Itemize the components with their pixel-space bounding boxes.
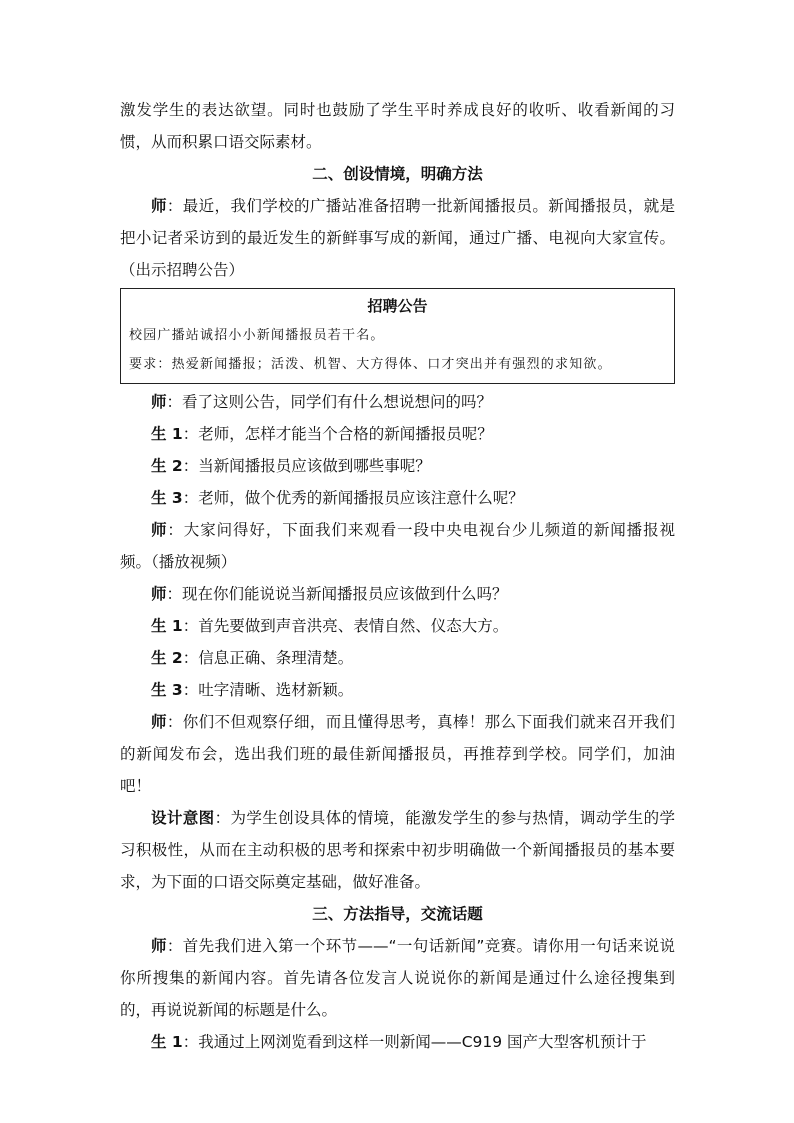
speech-text: ：现在你们能说说当新闻播报员应该做到什么吗？ [166, 585, 508, 603]
dialogue-line [120, 610, 675, 642]
speech-text: ：首先要做到声音洪亮、表情自然、仪态大方。 [182, 617, 509, 635]
dialogue-line [120, 450, 675, 482]
section-heading-3: 三、方法指导，交流话题 [312, 905, 483, 923]
speech-text: ：老师，做个优秀的新闻播报员应该注意什么呢？ [182, 489, 524, 507]
speech-text: ：大家问得好，下面我们来观看一段中央电视台少儿频道的新闻播报视频。（播放视频） [120, 521, 675, 571]
speech-text: ：当新闻播报员应该做到哪些事呢？ [182, 457, 431, 475]
speech-text: ：你们不但观察仔细，而且懂得思考，真棒！那么下面我们就来召开我们的新闻发布会，选出我们班的最佳新闻播报员，再推荐到学校。同学们，加油吧！ [120, 713, 675, 795]
notice-line: 校园广播站诚招小小新闻播报员若干名。 [129, 328, 385, 343]
speaker-label: 生 1 [151, 425, 183, 443]
dialogue-line [120, 642, 675, 674]
dialogue-line [120, 578, 675, 610]
design-intent-label: 设计意图 [151, 809, 215, 827]
dialogue-line [120, 418, 675, 450]
design-intent-text: ：为学生创设具体的情境，能激发学生的参与热情，调动学生的学习积极性，从而在主动积极的思考和探索中初步明确做一个新闻播报员的基本要求，为下面的口语交际奠定基础，做好准备。 [120, 809, 675, 891]
recruitment-notice-box [120, 288, 675, 384]
dialogue-line [120, 674, 675, 706]
section-heading-2: 二、创设情境，明确方法 [312, 165, 483, 183]
speech-text: ：我通过上网浏览看到这样一则新闻——C919 国产大型客机预计于 [182, 1033, 647, 1051]
speaker-label: 师 [151, 713, 167, 731]
notice-requirements: 要求：热爱新闻播报；活泼、机智、大方得体、口才突出并有强烈的求知欲。 [129, 357, 612, 372]
speaker-label: 生 3 [151, 489, 183, 507]
dialogue-line [120, 1026, 675, 1058]
speaker-label: 生 1 [151, 617, 183, 635]
speech-text: ：最近，我们学校的广播站准备招聘一批新闻播报员。新闻播报员，就是把小记者采访到的最近发生的新鲜事写成的新闻，通过广播、电视向大家宣传。（出示招聘公告） [120, 197, 675, 279]
speaker-label: 师 [151, 937, 167, 955]
speaker-label: 生 3 [151, 681, 183, 699]
dialogue-line [120, 514, 675, 578]
speaker-label: 生 2 [151, 649, 183, 667]
speech-text: ：首先我们进入第一个环节——“一句话新闻”竞赛。请你用一句话来说说你所搜集的新闻内容。首先请各位发言人说说你的新闻是通过什么途径搜集到的，再说说新闻的标题是什么。 [120, 937, 675, 1019]
paragraph-intro: 激发学生的表达欲望。同时也鼓励了学生平时养成良好的收听、收看新闻的习惯，从而积累口语交际素材。 [120, 101, 675, 151]
speech-text: ：老师，怎样才能当个合格的新闻播报员呢？ [182, 425, 493, 443]
speaker-label: 师 [151, 585, 167, 603]
dialogue-line [120, 706, 675, 802]
dialogue-line [120, 930, 675, 1026]
speaker-label: 师 [151, 197, 167, 215]
speech-text: ：吐字清晰、选材新颖。 [182, 681, 354, 699]
speaker-label: 生 1 [151, 1033, 183, 1051]
dialogue-line [120, 482, 675, 514]
speaker-label: 生 2 [151, 457, 183, 475]
notice-title: 招聘公告 [367, 297, 428, 315]
speaker-label: 师 [151, 521, 168, 539]
design-intent-paragraph [120, 802, 675, 898]
document-body [120, 94, 675, 1058]
speaker-label: 师 [151, 393, 167, 411]
speech-text: ：信息正确、条理清楚。 [182, 649, 354, 667]
speech-text: ：看了这则公告，同学们有什么想说想问的吗？ [166, 393, 493, 411]
dialogue-line [120, 386, 675, 418]
paragraph-teacher-intro [120, 190, 675, 286]
